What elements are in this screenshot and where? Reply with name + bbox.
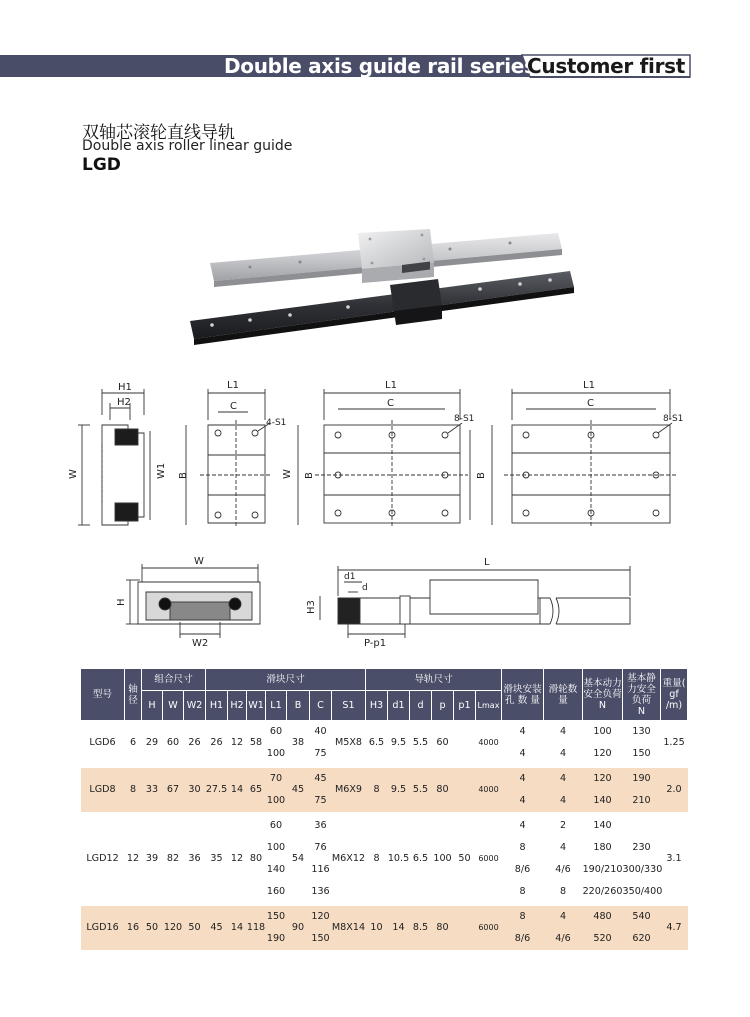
product-model: LGD [82,155,121,175]
cell-w2: 50 [184,906,206,950]
label-c-long: C [587,398,594,409]
cell-lmax: 6000 [478,854,499,863]
cell-axis: 8 [125,768,142,812]
cell-b: 90 [287,906,310,950]
cell-dynamic-load: 180 [593,842,612,853]
long-block-drawing [492,389,678,527]
table-row [81,721,688,743]
cell-h: 33 [142,768,163,812]
cell-d: 5.5 [410,768,432,812]
cell-h2: 12 [230,737,244,749]
cell-d1: 14 [388,906,410,950]
th-col-w2: W2 [184,691,206,721]
cell-mount: 4 [519,726,526,738]
cell-b: 38 [291,737,305,749]
cell-d: 8.5 [410,906,432,950]
label-c-medium: C [387,398,394,409]
th-static-load: 基本静力安全负荷 N [623,669,661,721]
cell-w: 67 [163,768,184,812]
th-mount: 滑块安装孔 数 量 [502,669,544,721]
cell-d1: 9.5 [390,737,407,749]
cell-dynamic-load: 520 [583,928,623,950]
cell-l1: 190 [266,928,287,950]
side-profile-drawing [78,389,150,525]
label-w-medium: W [282,469,293,479]
spec-row-lgd16 [81,906,688,950]
banner-series-title: Double axis guide rail series [224,54,536,78]
label-4s1: 4-S1 [266,418,287,428]
cell-rollers: 4/6 [555,864,571,875]
cell-b: 45 [287,768,310,812]
cell-h: 50 [142,906,163,950]
label-l: L [484,557,490,568]
th-col-d1: d1 [388,691,410,721]
cell-h3: 8 [366,768,388,812]
cell-mount: 8 [502,906,544,928]
cell-model: LGD16 [81,906,125,950]
label-b-short: B [178,472,189,479]
cell-rollers: 2 [559,820,567,831]
label-b-medium: B [304,472,315,479]
cell-static-load: 190 [623,768,661,790]
th-weight: 重量( gf /m) [661,669,688,721]
cell-h3: 8 [373,853,380,864]
cell-b: 54 [291,853,305,864]
cell-dynamic-load: 140 [583,790,623,812]
label-w: W [68,469,79,479]
cell-rollers: 4 [559,748,567,759]
cell-p: 60 [436,737,449,749]
th-group-combo: 组合尺寸 [142,669,206,691]
cell-mount: 8 [519,886,526,897]
cell-lmax: 4000 [478,738,499,748]
cell-mount: 4 [519,820,526,831]
cell-rollers: 4 [544,790,583,812]
label-h-section: H [116,598,127,606]
cell-w1: 58 [249,737,263,749]
cell-rollers: 4 [559,726,567,738]
cell-l1: 60 [269,820,283,831]
cell-static-load: 230 [632,842,651,853]
th-col-d: d [410,691,432,721]
short-block-drawing [186,389,272,527]
cell-c: 45 [310,768,332,790]
cell-w1: 65 [247,768,266,812]
th-col-h3: H3 [366,691,388,721]
cell-mount: 8/6 [502,928,544,950]
rail-side-drawing [320,566,630,638]
cell-w1: 118 [247,906,266,950]
product-title-en: Double axis roller linear guide [82,138,293,154]
cell-c: 150 [310,928,332,950]
medium-block-drawing [298,389,470,527]
cell-p: 80 [432,768,454,812]
th-col-s1: S1 [332,691,366,721]
cell-mount: 4 [502,790,544,812]
cell-w2: 30 [184,768,206,812]
cell-static-load [623,815,661,837]
cell-rollers: 4 [544,906,583,928]
label-w1: W1 [156,462,167,479]
cell-w: 60 [166,737,180,749]
th-col-lmax: Lmax [476,691,502,721]
label-8s1-medium: 8-S1 [454,414,475,424]
cross-section-drawing [126,564,260,638]
th-col-h: H [142,691,163,721]
cell-c: 136 [311,886,330,897]
dimension-drawings [60,375,700,535]
th-group-block: 滑块尺寸 [206,669,366,691]
label-l1-long: L1 [583,380,595,391]
cell-static-load: 350/400 [622,886,663,897]
cell-h1: 26 [210,737,223,749]
cell-l1: 160 [266,886,286,897]
cell-h1: 35 [210,853,223,864]
cell-dynamic-load: 220/260 [582,886,623,897]
spec-table-head [81,669,688,721]
th-dynamic-load: 基本动力安全负荷 N [583,669,623,721]
cell-s1: M5X8 [334,737,363,749]
cell-lmax: 6000 [476,906,502,950]
cell-w2: 26 [188,737,201,749]
th-col-h1: H1 [206,691,228,721]
cell-model: LGD12 [86,853,119,864]
label-c-short: C [230,401,237,412]
cell-dynamic-load: 190/210 [582,864,623,875]
cell-axis: 16 [125,906,142,950]
cell-c: 75 [314,748,327,759]
table-row [81,768,688,790]
label-d: d [362,583,368,593]
label-h1: H1 [118,382,132,393]
cell-axis: 6 [129,737,137,749]
cell-h2: 14 [228,768,247,812]
cell-weight: 3.1 [666,853,682,864]
cell-p1 [454,768,476,812]
row-separator [81,950,688,953]
cell-w1: 80 [249,853,263,864]
cell-c: 36 [314,820,327,831]
cell-lmax: 4000 [476,768,502,812]
cell-static-load: 130 [632,726,651,738]
cell-p1 [454,721,476,765]
cell-rollers: 4 [559,842,567,853]
cell-s1: M6X9 [332,768,366,812]
cell-h2: 14 [228,906,247,950]
cell-model: LGD6 [89,737,116,749]
cell-p1: 50 [458,853,471,864]
cell-c: 120 [310,906,332,928]
label-b-long: B [476,472,487,479]
cell-dynamic-load: 140 [593,820,612,831]
cell-l1: 100 [266,790,287,812]
cell-p: 80 [432,906,454,950]
cell-w: 82 [166,853,180,864]
cell-dynamic-load: 120 [583,768,623,790]
cell-static-load: 150 [632,748,651,759]
th-col-p: p [432,691,454,721]
th-col-h2: H2 [228,691,247,721]
cell-l1: 100 [266,748,286,759]
cell-dynamic-load: 480 [583,906,623,928]
cell-dynamic-load: 120 [593,748,612,759]
cell-h: 29 [145,737,159,749]
cell-rollers: 8 [559,886,567,897]
label-w2: W2 [192,638,209,649]
cell-rollers: 4/6 [544,928,583,950]
th-col-w1: W1 [247,691,266,721]
spec-table [80,668,688,953]
series-banner [0,52,750,80]
banner-slogan: Customer first [527,54,686,78]
spec-row-lgd12 [81,815,688,903]
cell-d1: 9.5 [388,768,410,812]
cell-w: 120 [163,906,184,950]
cell-static-load: 300/330 [622,864,663,875]
label-w-section: W [194,556,204,567]
th-col-b: B [287,691,310,721]
cell-s1: M8X14 [332,906,366,950]
cell-static-load: 540 [623,906,661,928]
label-l1-medium: L1 [385,380,397,391]
th-model: 型号 [81,669,125,721]
cell-weight: 2.0 [661,768,688,812]
cell-static-load: 620 [623,928,661,950]
cell-weight: 4.7 [661,906,688,950]
cell-l1: 70 [266,768,287,790]
cell-l1: 60 [269,726,283,738]
cell-h1: 45 [206,906,228,950]
th-col-l1: L1 [266,691,287,721]
cell-c: 40 [314,726,327,738]
cell-h1: 27.5 [206,768,228,812]
th-rollers: 滑轮数量 [544,669,583,721]
th-group-rail: 导轨尺寸 [366,669,502,691]
cell-h2: 12 [230,853,244,864]
cell-rollers: 4 [544,768,583,790]
cell-p: 100 [433,853,452,864]
cell-dynamic-load: 100 [593,726,612,738]
cell-p1 [454,906,476,950]
cell-h: 39 [145,853,159,864]
cell-model: LGD8 [81,768,125,812]
cell-d1: 10.5 [387,853,410,864]
cell-h3: 10 [366,906,388,950]
cell-mount: 8 [519,842,526,853]
cell-mount: 8/6 [514,864,531,875]
cell-c: 116 [311,864,330,875]
cell-c: 76 [314,842,327,853]
cell-static-load: 210 [623,790,661,812]
cell-c: 75 [310,790,332,812]
th-col-c: C [310,691,332,721]
cell-l1: 140 [266,864,286,875]
label-l1-short: L1 [227,380,239,391]
table-row [81,906,688,928]
spec-row-lgd8 [81,768,688,812]
cell-mount: 4 [519,748,526,759]
th-col-p1: p1 [454,691,476,721]
cell-d: 6.5 [412,853,429,864]
product-title-cn: 双轴芯滚轮直线导轨 [82,123,235,143]
cell-l1: 100 [266,842,286,853]
cell-s1: M6X12 [331,853,366,864]
th-axis: 轴径 [125,669,142,721]
table-row [81,815,688,837]
label-8s1-long: 8-S1 [663,414,684,424]
cell-d: 5.5 [412,737,429,749]
cell-w2: 36 [188,853,201,864]
label-d1: d1 [344,572,356,582]
cell-h3: 6.5 [368,737,385,749]
spec-row-lgd6 [81,721,688,765]
section-drawings [110,552,640,652]
cell-mount: 4 [502,768,544,790]
cell-l1: 150 [266,906,287,928]
label-p-p1: P-p1 [364,638,387,649]
label-h3: H3 [306,600,317,614]
product-photo [190,225,580,350]
cell-axis: 12 [126,853,140,864]
th-col-w: W [163,691,184,721]
cell-weight: 1.25 [663,737,685,749]
label-h2: H2 [117,397,131,408]
